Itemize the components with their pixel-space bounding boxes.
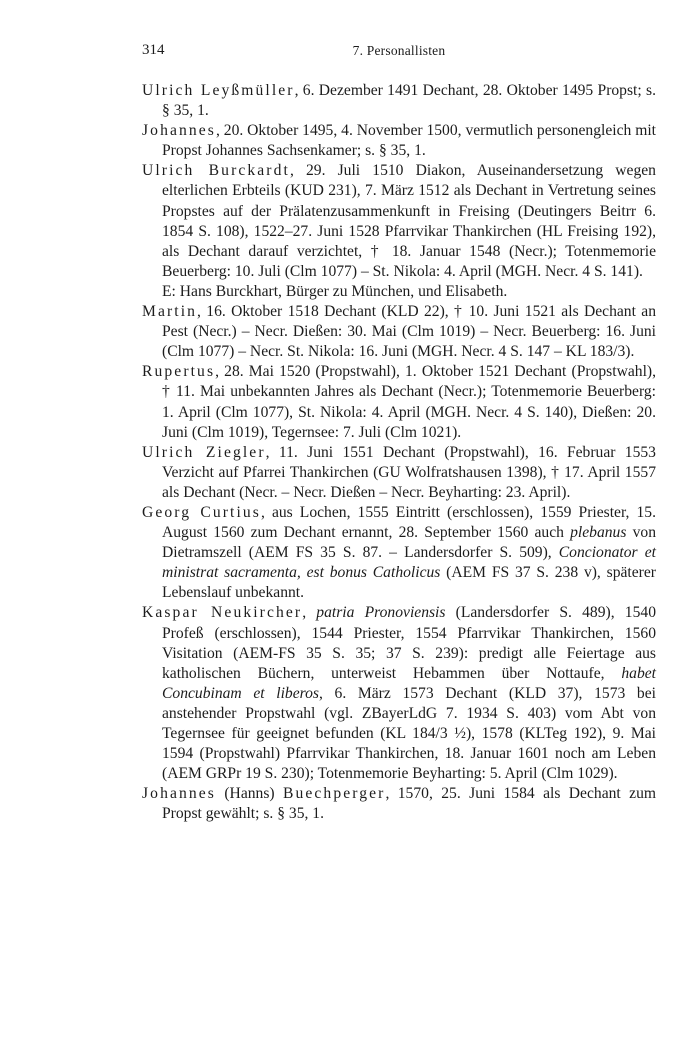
- entry-text: , 28. Mai 1520 (Propstwahl), 1. Oktober 1521 Dechant (Propstwahl), † 11. Mai unbekannten Jahres als Dechant (Necr.); Totenmemorie Beuerberg: 1. April (Clm 1077), St. Nikola: 4. April (MGH. Necr. 4 S. 140), Dießen: 20. Juni (Clm 1019), Tegernsee: 7. Juli (Clm 1021).: [162, 363, 656, 441]
- entry-text: ,: [302, 604, 317, 622]
- list-entry-curtius: [142, 503, 656, 603]
- list-entry-neukircher: [142, 603, 656, 784]
- entry-text: von Dietramszell (AEM FS 35 S. 87. – Landersdorfer S. 509),: [162, 524, 656, 562]
- list-entry-martin: [142, 302, 656, 362]
- entry-note-parents: E: Hans Burckhart, Bürger zu München, und Elisabeth.: [162, 282, 508, 300]
- list-entry-buechperger: [142, 784, 656, 824]
- entry-text: , 16. Oktober 1518 Dechant (KLD 22), † 10. Juni 1521 als Dechant an Pest (Necr.) – Necr. Dießen: 30. Mai (Clm 1019) – Necr. Beuerberg: 16. Juni (Clm 1077) – Necr. St. Nikola: 16. Juni (MGH. Necr. 4 S. 147 – KL 183/3).: [162, 303, 656, 361]
- entry-name: Martin: [142, 303, 198, 321]
- entry-text: , 29. Juli 1510 Diakon, Auseinandersetzung wegen elterlichen Erbteils (KUD 231), 7. März 1512 als Dechant in Vertretung seines Propstes auf der Prälatenzusammenkunft in Freising (Deutingers Beitrr 6. 1854 S. 108), 1522–27. Juni 1528 Pfarrvikar Thankirchen (HL Freising 192), als Dechant darauf verzichtet, † 18. Januar 1548 (Necr.); Totenmemorie Beuerberg: 10. Juli (Clm 1077) – St. Nikola: 4. April (MGH. Necr. 4 S. 141).: [162, 162, 656, 280]
- entry-text: , 1570, 25. Juni 1584 als Dechant zum Propst gewählt; s. § 35, 1.: [162, 785, 656, 823]
- entry-name: Johannes: [142, 122, 216, 140]
- entry-latin-text: plebanus: [570, 524, 627, 542]
- entry-text: , 6. März 1573 Dechant (KLD 37), 1573 bei anstehender Propstwahl (vgl. ZBayerLdG 7. 1934 S. 403) vom Abt von Tegernsee für geeignet befunden (KL 184/3 ½), 1578 (KLTeg 192), 9. Mai 1594 (Propstwahl) Pfarrvikar Thankirchen, 18. Januar 1601 noch am Leben (AEM GRPr 19 S. 230); Totenmemorie Beyharting: 5. April (Clm 1029).: [162, 684, 656, 783]
- list-entry-rupertus: [142, 362, 656, 442]
- entry-latin-text: Concionator et ministrat sacramenta, est bonus Catholicus: [162, 544, 656, 582]
- list-entry-ziegler: [142, 443, 656, 503]
- entry-name: Kaspar Neukircher: [142, 604, 303, 622]
- running-head: 7. Personallisten: [352, 43, 446, 58]
- list-entry-johannes: [142, 121, 656, 161]
- entry-text: , 6. Dezember 1491 Dechant, 28. Oktober 1495 Propst; s. § 35, 1.: [162, 82, 656, 120]
- entry-name: Ulrich Burckardt: [142, 162, 290, 180]
- entry-name: Rupertus: [142, 363, 216, 381]
- entry-text: , 20. Oktober 1495, 4. November 1500, vermutlich personengleich mit Propst Johannes Sachsenkamer; s. § 35, 1.: [162, 122, 656, 160]
- page-header: [142, 42, 656, 62]
- entry-name: Buechperger: [282, 785, 386, 803]
- entry-text: , aus Lochen, 1555 Eintritt (erschlossen), 1559 Priester, 15. August 1560 zum Dechant ernannt, 28. September 1560 auch: [162, 503, 656, 542]
- entry-text: (AEM FS 37 S. 238 v), späterer Lebenslauf unbekannt.: [162, 564, 656, 602]
- entry-latin-text: patria Pronoviensis: [316, 604, 446, 622]
- entry-name: Johannes: [142, 785, 216, 803]
- list-entry-leyssmueller: [142, 81, 656, 121]
- entry-latin-text: habet Concubinam et liberos: [162, 664, 656, 702]
- entry-name-aside: (Hanns): [215, 785, 283, 803]
- entry-name: Georg Curtius: [142, 503, 261, 521]
- entry-text: (Landersdorfer S. 489), 1540 Profeß (erschlossen), 1544 Priester, 1554 Pfarrvikar Thankirchen, 1560 Visitation (AEM-FS 35 S. 35; 37 S. 239): predigt alle Feiertage aus katholischen Büchern, unterweist Hebammen über Nottaufe,: [162, 604, 656, 682]
- personnel-list: [142, 81, 656, 824]
- entry-name: Ulrich Leyßmüller: [142, 82, 295, 99]
- entry-name: Ulrich Ziegler: [142, 443, 266, 461]
- page-number: 314: [142, 42, 165, 58]
- list-entry-burckardt: [142, 161, 656, 282]
- entry-text: , 11. Juni 1551 Dechant (Propstwahl), 16. Februar 1553 Verzicht auf Pfarrei Thankirchen (GU Wolfratshausen 1398), † 17. April 1557 als Dechant (Necr. – Necr. Dießen – Necr. Beyharting: 23. April).: [162, 443, 656, 501]
